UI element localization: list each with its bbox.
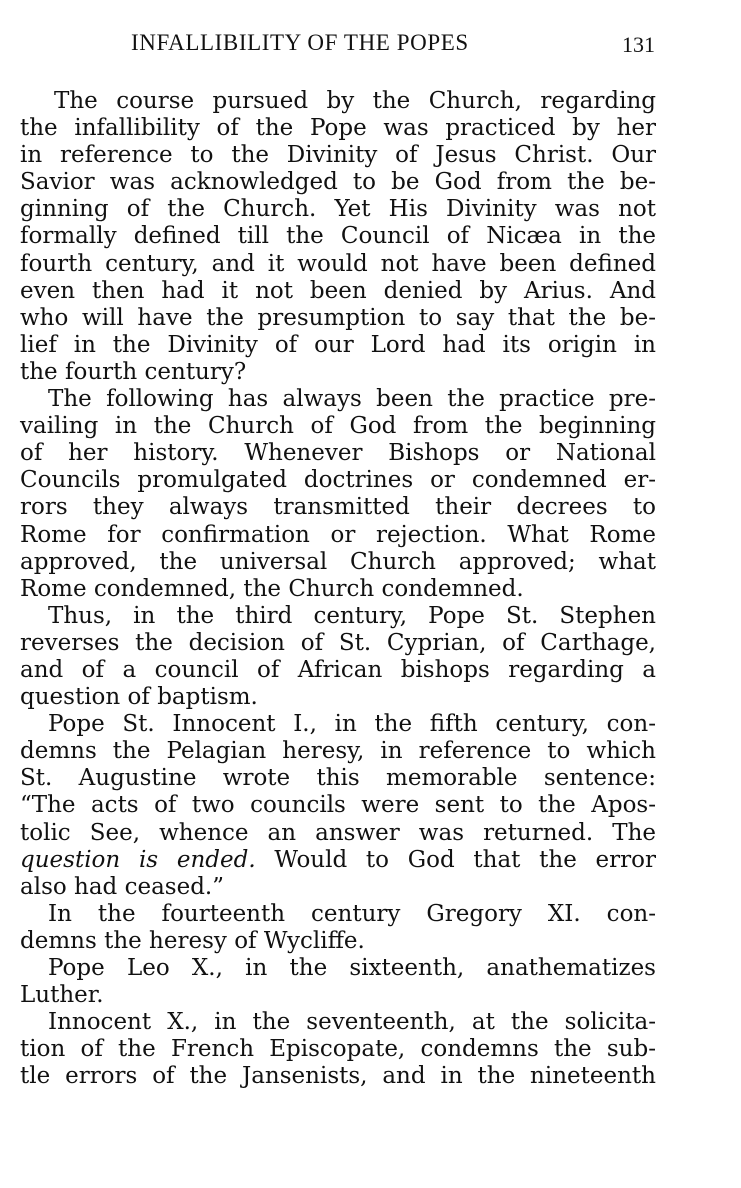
text-line: also had ceased.” <box>20 873 225 900</box>
text-line: and of a council of African bishops regarding a <box>20 656 656 683</box>
text-line: “The acts of two councils were sent to the Apos- <box>20 792 656 819</box>
text-line: Pope Leo X., in the sixteenth, anathematizes <box>48 955 656 981</box>
text-line: tle errors of the Jansenists, and in the nineteenth <box>20 1063 656 1090</box>
text-line: demns the Pelagian heresy, in reference to which <box>20 738 656 765</box>
text-line: tion of the French Episcopate, condemns the sub- <box>20 1036 656 1063</box>
text-line: tolic See, whence an answer was returned. The <box>20 819 656 846</box>
text-line-with-italic <box>20 847 656 874</box>
text-line: question of baptism. <box>20 684 258 711</box>
text-line: Pope St. Innocent I., in the fifth century, con- <box>48 711 656 738</box>
page-number: 131 <box>622 32 655 57</box>
text-line: vailing in the Church of God from the beginning <box>20 413 656 440</box>
text-line: even then had it not been denied by Arius. And <box>20 277 656 304</box>
text-line: the infallibility of the Pope was practiced by her <box>20 115 656 142</box>
body-text <box>20 88 656 1090</box>
text-line: Luther. <box>20 982 104 1009</box>
italic-phrase: question is ended. <box>20 846 256 873</box>
text-line: Savior was acknowledged to be God from the be- <box>20 169 656 196</box>
text-line: The following has always been the practice pre- <box>48 386 656 413</box>
text-line: Councils promulgated doctrines or condemned er- <box>20 467 656 494</box>
text-line: Innocent X., in the seventeenth, at the solicita- <box>48 1009 656 1036</box>
text-line: St. Augustine wrote this memorable sentence: <box>20 765 656 792</box>
text-line: of her history. Whenever Bishops or National <box>20 440 656 467</box>
text-line: fourth century, and it would not have been defined <box>20 250 656 277</box>
text-line: The course pursued by the Church, regarding <box>54 88 656 114</box>
text-line: demns the heresy of Wycliffe. <box>20 927 365 954</box>
text-line: ginning of the Church. Yet His Divinity was not <box>20 196 656 223</box>
text-line: who will have the presumption to say that the be- <box>20 304 656 331</box>
text-line: formally defined till the Council of Nicæa in the <box>20 223 656 250</box>
text-line: In the fourteenth century Gregory XI. con- <box>48 900 656 927</box>
text-line: in reference to the Divinity of Jesus Christ. Our <box>20 142 656 169</box>
text-line-rest: Would to God that the error <box>274 846 656 873</box>
text-line: Rome condemned, the Church condemned. <box>20 575 524 602</box>
text-line: rors they always transmitted their decrees to <box>20 494 656 521</box>
text-line: Rome for confirmation or rejection. What Rome <box>20 521 656 548</box>
text-line: approved, the universal Church approved; what <box>20 548 656 575</box>
running-title: INFALLIBILITY OF THE POPES <box>131 30 469 55</box>
text-line: the fourth century? <box>20 358 247 385</box>
page-header <box>131 30 655 62</box>
text-line: Thus, in the third century, Pope St. Stephen <box>48 602 656 629</box>
text-line: lief in the Divinity of our Lord had its origin in <box>20 331 656 358</box>
text-line: reverses the decision of St. Cyprian, of Carthage, <box>20 629 656 656</box>
